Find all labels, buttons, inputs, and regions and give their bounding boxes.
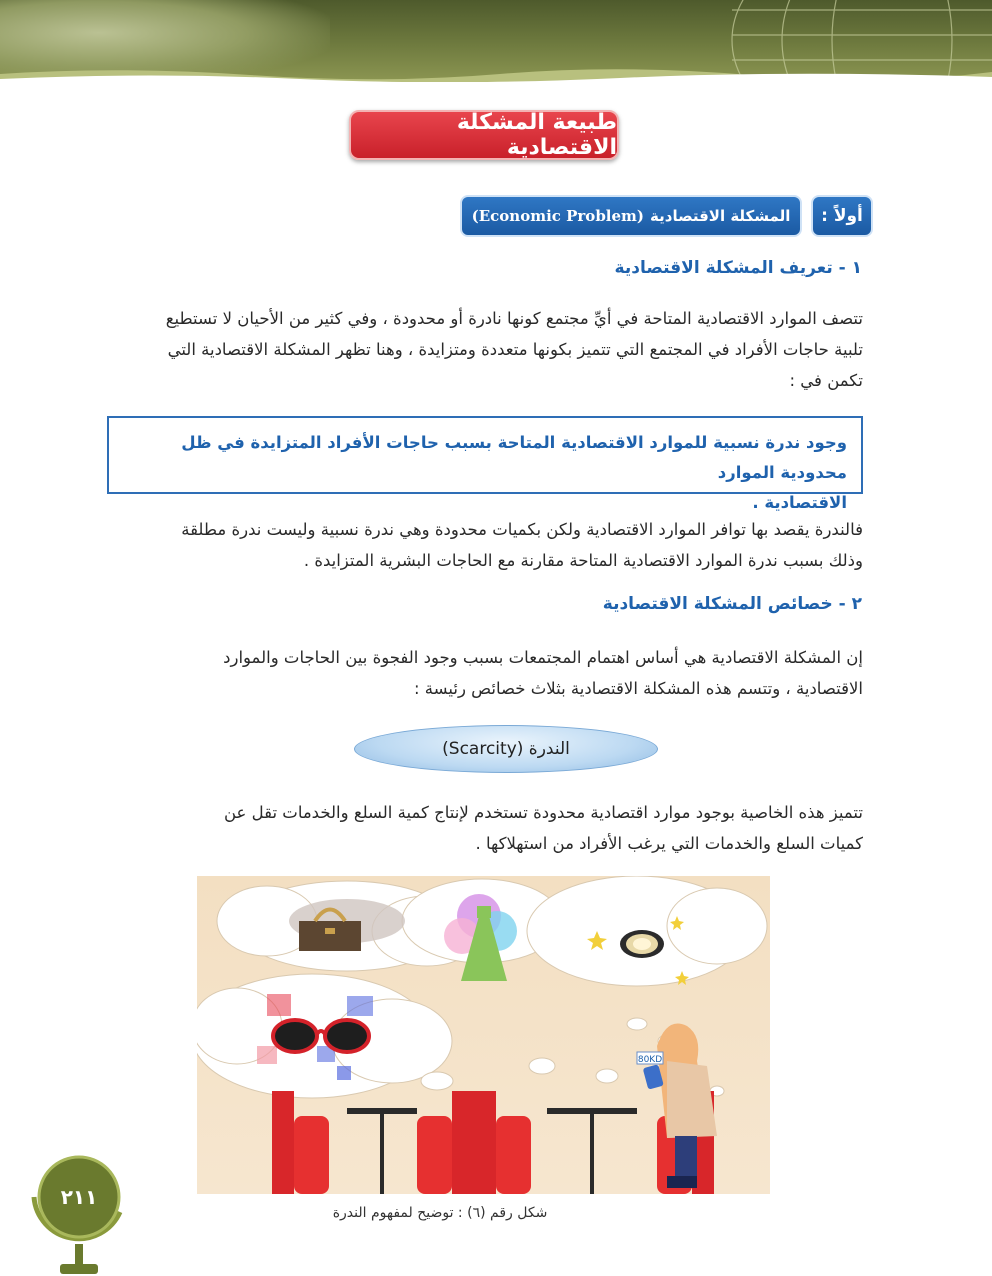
section-number-tab: أولاً :	[811, 195, 873, 237]
paragraph-line: كميات السلع والخدمات التي يرغب الأفراد من استهلاكها .	[475, 834, 863, 853]
illustration-svg	[197, 876, 770, 1194]
paragraph-line: تتصف الموارد الاقتصادية المتاحة في أيِّ مجتمع كونها نادرة أو محدودة ، وفي كثير من الأحيان لا تستطيع	[165, 309, 863, 328]
paragraph-line: الاقتصادية ، وتتسم هذه المشكلة الاقتصادية بثلاث خصائص رئيسة :	[414, 679, 863, 698]
scarcity-illustration	[197, 876, 770, 1194]
paragraph-line: فالندرة يقصد بها توافر الموارد الاقتصادية ولكن بكميات محدودة وهي ندرة نسبية وليست ندرة مطلقة	[181, 520, 863, 539]
paragraph-line: تلبية حاجات الأفراد في المجتمع التي تتميز بكونها متعددة ومتزايدة ، وهنا تظهر المشكلة الاقتصادية التي	[167, 340, 863, 359]
paragraph-line: تكمن في :	[789, 371, 863, 390]
scarcity-label: الندرة (Scarcity)	[354, 725, 658, 773]
section-title-tab	[460, 195, 802, 237]
page-title: طبيعة المشكلة الاقتصادية	[349, 110, 619, 160]
paragraph-characteristics	[105, 642, 863, 704]
paragraph-line: تتميز هذه الخاصية بوجود موارد اقتصادية محدودة تستخدم لإنتاج كمية السلع والخدمات تقل عن	[223, 803, 863, 822]
card-text: 80KD	[637, 1055, 663, 1065]
header-wave	[0, 66, 992, 82]
definition-line: الاقتصادية .	[752, 493, 847, 512]
paragraph-scarcity-characteristic	[105, 797, 863, 859]
section-title-arabic: المشكلة الاقتصادية	[650, 207, 791, 225]
header-band	[0, 0, 992, 82]
page-number-badge	[22, 1152, 132, 1276]
section-title-english: (Economic Problem)	[471, 207, 645, 225]
paragraph-line: وذلك بسبب ندرة الموارد الاقتصادية المتاحة مقارنة مع الحاجات البشرية المتزايدة .	[303, 551, 863, 570]
subheading-characteristics: ٢ - خصائص المشكلة الاقتصادية	[602, 594, 862, 614]
page-number: ٢١١	[60, 1185, 98, 1209]
figure-caption: شكل رقم (٦) : توضيح لمفهوم الندرة	[332, 1205, 548, 1221]
subheading-definition: ١ - تعريف المشكلة الاقتصادية	[614, 258, 862, 278]
definition-line: وجود ندرة نسبية للموارد الاقتصادية المتاحة بسبب حاجات الأفراد المتزايدة في ظل محدودية الموارد	[181, 433, 847, 482]
definition-box	[107, 416, 863, 512]
paragraph-line: إن المشكلة الاقتصادية هي أساس اهتمام المجتمعات بسبب وجود الفجوة بين الحاجات والموارد	[223, 648, 863, 667]
paragraph-scarcity-meaning	[105, 514, 863, 576]
paragraph-definition	[105, 303, 863, 396]
